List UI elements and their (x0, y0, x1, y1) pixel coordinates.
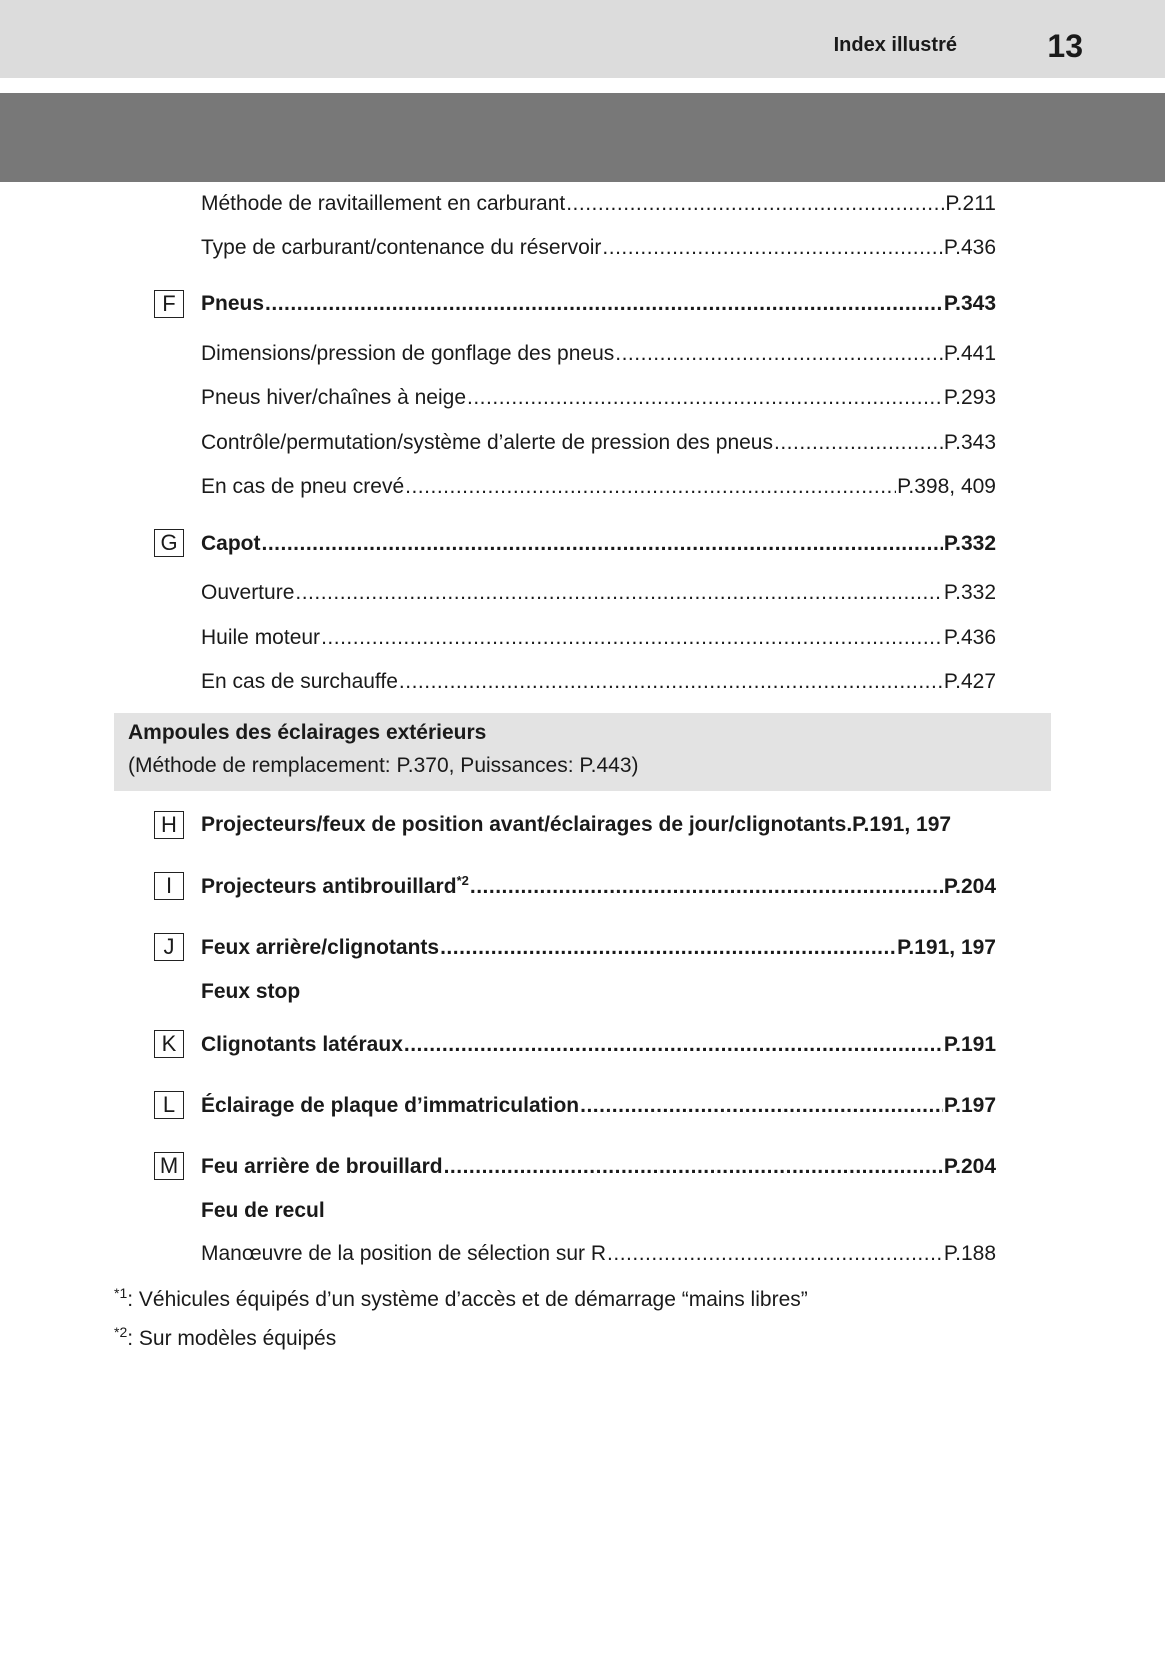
page-ref: P.436 (943, 236, 996, 259)
index-entry (201, 430, 996, 456)
entry-label: Feux stop (201, 980, 301, 1003)
entry-label: En cas de pneu crevé (201, 475, 405, 498)
entry-label: Feux arrière/clignotants (201, 936, 440, 959)
callout-letter-l: L (154, 1091, 184, 1119)
entry-label: Méthode de ravitaillement en carburant (201, 192, 566, 215)
page-ref: P.197 (943, 1094, 996, 1117)
dot-leader (404, 1032, 943, 1058)
entry-label: Huile moteur (201, 626, 321, 649)
entry-label (201, 874, 469, 900)
page-ref: P.343 (943, 292, 996, 315)
bulbs-subtitle: (Méthode de remplacement: P.370, Puissances: P.443) (128, 754, 639, 777)
page-ref: P.427 (943, 670, 996, 693)
index-entry (201, 191, 996, 217)
callout-letter-h: H (154, 811, 184, 839)
footnote-2 (114, 1319, 336, 1352)
entry-label: Pneus hiver/chaînes à neige (201, 386, 467, 409)
index-entry (201, 385, 996, 411)
dot-leader (580, 1093, 943, 1119)
page-ref: P.441 (943, 342, 996, 365)
footnote-text: : Véhicules équipés d’un système d’accès et de démarrage “mains libres” (127, 1288, 808, 1311)
footnote-text: : Sur modèles équipés (127, 1327, 337, 1350)
entry-label: Éclairage de plaque d’immatriculation (201, 1094, 580, 1117)
dot-leader (295, 580, 942, 606)
entry-label: Clignotants latéraux (201, 1033, 403, 1056)
callout-letter-f: F (154, 290, 184, 318)
dot-leader (566, 191, 944, 217)
entry-label: Feu de recul (201, 1199, 325, 1222)
page-ref: P.332 (943, 532, 996, 555)
index-entry (201, 625, 996, 651)
callout-letter-m: M (154, 1152, 184, 1180)
page-ref: P.211 (945, 192, 996, 215)
dot-leader (615, 341, 943, 367)
entry-label-text: Projecteurs antibrouillard (201, 875, 457, 898)
callout-letter-g: G (154, 529, 184, 557)
page-ref: P.332 (943, 581, 996, 604)
page-ref: P.436 (943, 626, 996, 649)
index-entry (201, 580, 996, 606)
dot-leader (470, 874, 943, 900)
dot-leader (321, 625, 943, 651)
index-entry-fog-lights (201, 874, 996, 900)
page-ref: P.188 (943, 1242, 996, 1265)
entry-label: Contrôle/permutation/système d’alerte de pression des pneus (201, 431, 773, 454)
page-ref: P.293 (943, 386, 996, 409)
index-entry-reverse-light (201, 1198, 996, 1224)
entry-label: En cas de surchauffe (201, 670, 398, 693)
index-entry (201, 669, 996, 695)
bulbs-title: Ampoules des éclairages extérieurs (128, 721, 487, 744)
section-title: Index illustré (833, 34, 957, 56)
dot-leader (444, 1154, 943, 1180)
illustration-placeholder-band (0, 93, 1165, 182)
index-entry (201, 235, 996, 261)
page-ref: P.191, 197 (897, 936, 996, 959)
page-ref: P.191 (943, 1033, 996, 1056)
entry-label: Dimensions/pression de gonflage des pneus (201, 342, 615, 365)
entry-label: Feu arrière de brouillard (201, 1155, 443, 1178)
footnote-mark: *1 (114, 1285, 128, 1301)
dot-leader (265, 291, 943, 317)
index-entry-rear-fog (201, 1154, 996, 1180)
entry-label: Ouverture (201, 581, 295, 604)
entry-label: Projecteurs/feux de position avant/éclairages de jour/clignotants (201, 813, 847, 836)
index-entry (201, 1241, 996, 1267)
entry-label: Type de carburant/contenance du réservoir (201, 236, 602, 259)
entry-label: Capot (201, 532, 261, 555)
dot-leader (440, 935, 896, 961)
index-entry-hood (201, 531, 996, 557)
index-entry (201, 474, 996, 500)
footnote-mark: *2 (114, 1324, 128, 1340)
index-entry-tires (201, 291, 996, 317)
footnote-ref: *2 (456, 873, 469, 888)
entry-label: Manœuvre de la position de sélection sur R (201, 1242, 607, 1265)
callout-letter-j: J (154, 933, 184, 961)
index-entry-plate-light (201, 1093, 996, 1119)
page-ref: .P.191, 197 (846, 813, 952, 836)
dot-leader (602, 235, 942, 261)
page-ref: P.398, 409 (897, 475, 996, 498)
dot-leader (262, 531, 943, 557)
dot-leader (607, 1241, 943, 1267)
index-entry-headlights (201, 812, 996, 838)
dot-leader (405, 474, 896, 500)
index-entry-rear-lights (201, 935, 996, 961)
index-entry-stop-lights (201, 979, 996, 1005)
callout-letter-i: I (154, 872, 184, 900)
entry-label: Pneus (201, 292, 265, 315)
page-ref: P.204 (943, 1155, 996, 1178)
page-ref: P.343 (943, 431, 996, 454)
index-entry-side-indicators (201, 1032, 996, 1058)
footnote-1 (114, 1280, 808, 1313)
page-ref: P.204 (943, 875, 996, 898)
header-band (0, 0, 1165, 78)
page-number: 13 (1047, 28, 1083, 64)
dot-leader (774, 430, 943, 456)
bulbs-info-box (114, 713, 1051, 791)
dot-leader (399, 669, 943, 695)
index-entry (201, 341, 996, 367)
dot-leader (467, 385, 943, 411)
callout-letter-k: K (154, 1030, 184, 1058)
